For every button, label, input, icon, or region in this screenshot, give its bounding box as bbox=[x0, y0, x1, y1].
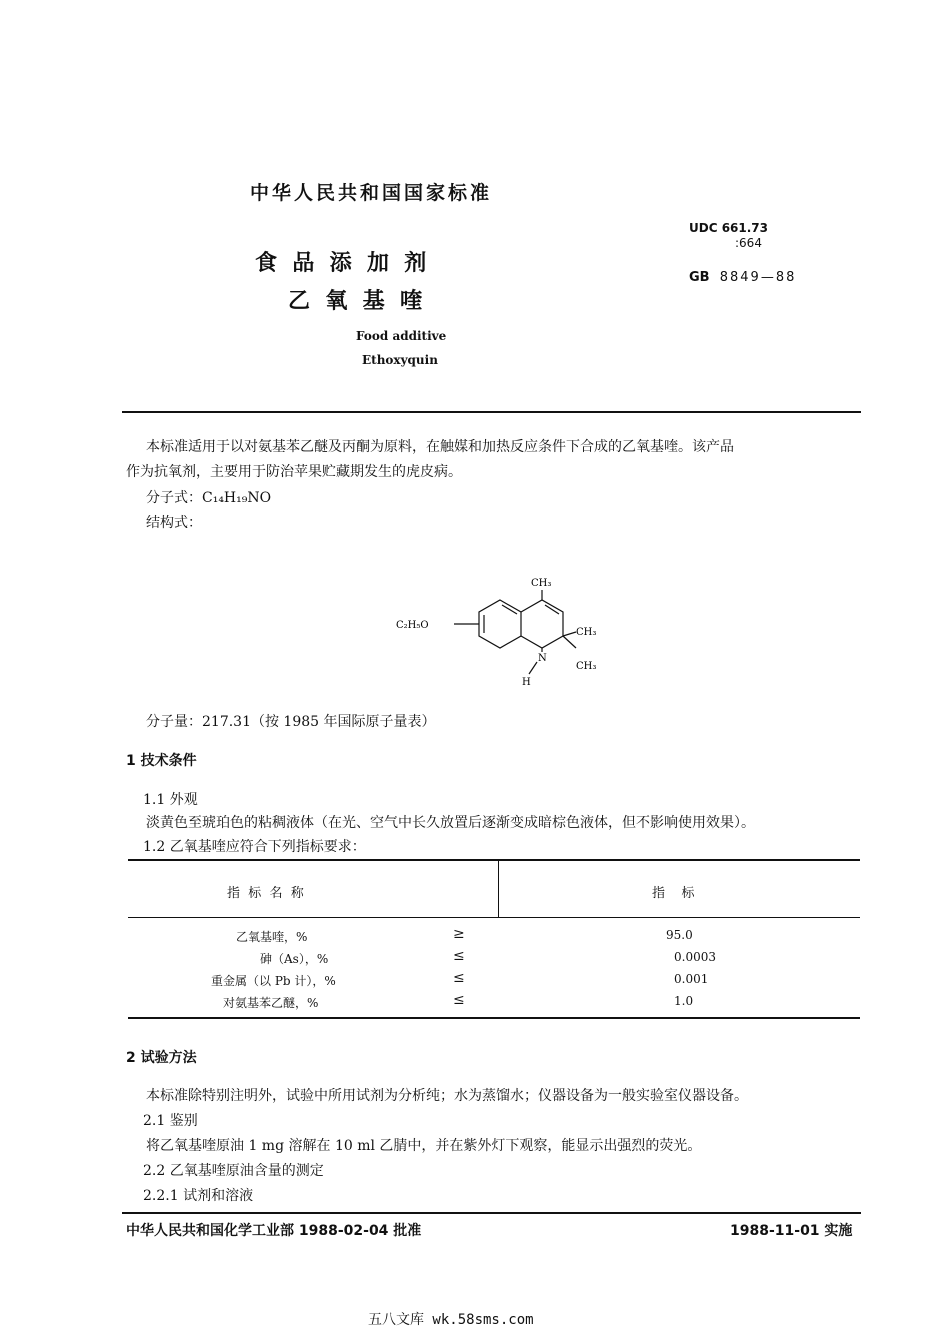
section-2-1-text: 将乙氧基喹原油 1 mg 溶解在 10 ml 乙腈中，并在紫外灯下观察，能显示出强烈的荧光。 bbox=[146, 1138, 702, 1154]
gb-label: GB bbox=[689, 270, 710, 285]
english-title-1: Food additive bbox=[356, 329, 447, 343]
section-2-2-title: 2.2 乙氧基喹原油含量的测定 bbox=[143, 1163, 324, 1179]
pyridine-ring bbox=[521, 600, 563, 648]
table-top-rule bbox=[128, 859, 860, 861]
formula-label: 分子式： bbox=[146, 490, 202, 506]
footer-divider bbox=[122, 1212, 861, 1214]
gb-code bbox=[689, 270, 796, 285]
udc-code bbox=[689, 221, 768, 235]
row-operator: ≤ bbox=[453, 948, 465, 964]
row-name: 砷（As），% bbox=[260, 952, 329, 966]
section-2-title: 2 试验方法 bbox=[126, 1050, 197, 1066]
title-line-1: 食 品 添 加 剂 bbox=[255, 250, 427, 276]
section-2-intro: 本标准除特别注明外，试验中所用试剂为分析纯；水为蒸馏水；仪器设备为一般实验室仪器设备。 bbox=[146, 1088, 748, 1104]
section-2-1-title: 2.1 鉴别 bbox=[143, 1113, 198, 1129]
gb-number: 8849—88 bbox=[719, 270, 797, 285]
table-bottom-rule bbox=[128, 1017, 860, 1019]
section-1-1-title: 1.1 外观 bbox=[143, 792, 198, 808]
section-1-2-title: 1.2 乙氧基喹应符合下列指标要求： bbox=[143, 839, 366, 855]
standard-heading: 中华人民共和国国家标准 bbox=[250, 182, 493, 204]
table-header-value: 指 标 bbox=[652, 886, 695, 901]
table-header-rule bbox=[128, 917, 860, 918]
udc-line-2: :664 bbox=[735, 236, 762, 250]
english-title-2: Ethoxyquin bbox=[362, 353, 438, 367]
section-2-2-1-title: 2.2.1 试剂和溶液 bbox=[143, 1188, 254, 1204]
nitrogen: N bbox=[538, 653, 547, 664]
udc-line-1: UDC 661.73 bbox=[689, 221, 768, 235]
structure-label: 结构式： bbox=[146, 515, 202, 531]
implementation-date: 1988-11-01 实施 bbox=[730, 1223, 853, 1239]
ch3-right-1: CH₃ bbox=[576, 627, 597, 638]
row-operator: ≤ bbox=[453, 970, 465, 986]
molecular-formula bbox=[146, 487, 271, 507]
section-1-title: 1 技术条件 bbox=[126, 753, 197, 769]
title-line-2: 乙 氧 基 喹 bbox=[288, 288, 422, 314]
ethoxy-group: C₂H₅O bbox=[396, 620, 429, 631]
row-name: 乙氧基喹，% bbox=[236, 930, 308, 944]
ch3-right-2: CH₃ bbox=[576, 661, 597, 672]
row-value: 0.0003 bbox=[674, 950, 716, 964]
row-name: 对氨基苯乙醚，% bbox=[223, 996, 319, 1010]
section-1-1-text: 淡黄色至琥珀色的粘稠液体（在光、空气中长久放置后逐渐变成暗棕色液体，但不影响使用效果）。 bbox=[146, 815, 755, 831]
watermark: 五八文库 wk.58sms.com bbox=[368, 1312, 534, 1328]
structural-formula bbox=[390, 570, 610, 690]
hydrogen: H bbox=[522, 677, 531, 688]
approval-line: 中华人民共和国化学工业部 1988-02-04 批准 bbox=[126, 1223, 422, 1239]
row-operator: ≤ bbox=[453, 992, 465, 1008]
row-value: 0.001 bbox=[674, 972, 709, 986]
molecular-weight: 分子量：217.31（按 1985 年国际原子量表） bbox=[146, 714, 436, 730]
row-operator: ≥ bbox=[453, 926, 465, 942]
intro-line-2: 作为抗氧剂，主要用于防治苹果贮藏期发生的虎皮病。 bbox=[126, 464, 462, 480]
row-name: 重金属（以 Pb 计），% bbox=[211, 974, 336, 988]
table-header-name: 指 标 名 称 bbox=[227, 886, 304, 901]
intro-line-1: 本标准适用于以对氨基苯乙醚及丙酮为原料，在触媒和加热反应条件下合成的乙氧基喹。该产品 bbox=[146, 439, 734, 455]
row-value: 95.0 bbox=[666, 928, 693, 942]
ch3-top: CH₃ bbox=[531, 578, 552, 589]
table-header-divider bbox=[498, 861, 499, 918]
benzene-ring bbox=[479, 600, 521, 648]
row-value: 1.0 bbox=[674, 994, 694, 1008]
header-divider bbox=[122, 411, 861, 413]
formula-value: C₁₄H₁₉NO bbox=[202, 490, 272, 506]
